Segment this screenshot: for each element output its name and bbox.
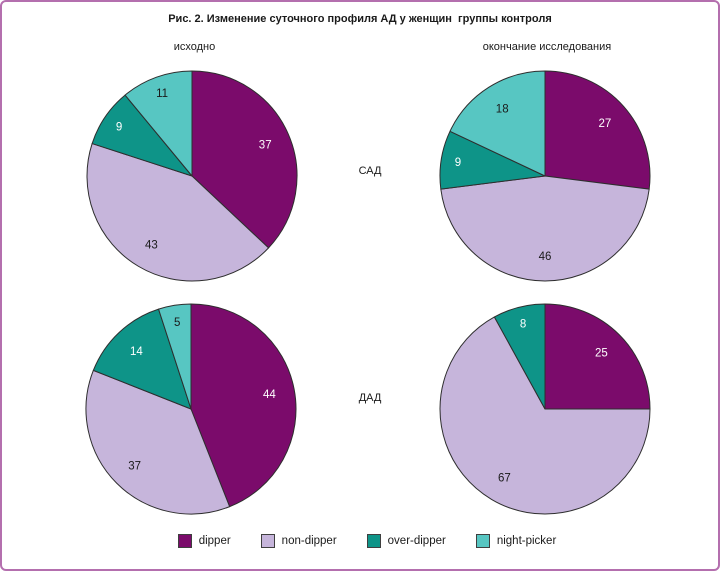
pie-slice-non-dipper	[441, 176, 649, 281]
pie-slice-dipper	[545, 71, 650, 189]
legend-item-over-dipper	[367, 534, 446, 548]
pie-value-night-picker: 18	[495, 103, 509, 116]
legend-swatch-night-picker	[476, 534, 490, 548]
pie-value-dipper: 44	[263, 389, 276, 402]
pie-value-over-dipper: 9	[115, 121, 123, 134]
legend-swatch-over-dipper	[367, 534, 381, 548]
legend-swatch-non-dipper	[261, 534, 275, 548]
legend-label-night-picker: night-picker	[496, 535, 557, 547]
pie-value-non-dipper: 43	[145, 239, 158, 252]
pie-value-dipper: 27	[598, 118, 612, 131]
pie-value-over-dipper: 9	[454, 157, 462, 170]
legend-item-dipper	[178, 534, 231, 548]
pie-value-night-picker: 5	[173, 316, 181, 329]
row-label-sad: САД	[358, 165, 382, 177]
column-header-baseline: исходно	[173, 41, 216, 53]
pie-value-dipper: 25	[595, 347, 608, 360]
pie-ДАД-baseline	[86, 304, 296, 514]
pie-charts-canvas	[2, 2, 720, 571]
pie-value-over-dipper: 14	[130, 345, 143, 358]
legend-label-over-dipper: over-dipper	[387, 535, 446, 547]
legend	[2, 534, 718, 548]
pie-САД-baseline	[87, 71, 297, 281]
column-header-end-of-study: окончание исследования	[482, 41, 612, 53]
pie-value-non-dipper: 46	[538, 250, 552, 263]
pie-value-non-dipper: 37	[128, 460, 141, 473]
figure-title: Рис. 2. Изменение суточного профиля АД у женщин группы контроля	[168, 13, 552, 25]
legend-label-dipper: dipper	[198, 535, 231, 547]
legend-item-night-picker	[476, 534, 556, 548]
pie-value-dipper: 37	[258, 139, 272, 152]
pie-value-night-picker: 11	[156, 88, 169, 101]
pie-ДАД-end	[440, 304, 650, 514]
pie-value-non-dipper: 67	[498, 472, 511, 485]
row-label-dad: ДАД	[358, 392, 382, 404]
pie-value-over-dipper: 8	[519, 318, 527, 331]
legend-swatch-dipper	[178, 534, 192, 548]
legend-item-non-dipper	[261, 534, 337, 548]
pie-САД-end	[440, 71, 650, 281]
legend-label-non-dipper: non-dipper	[281, 535, 337, 547]
